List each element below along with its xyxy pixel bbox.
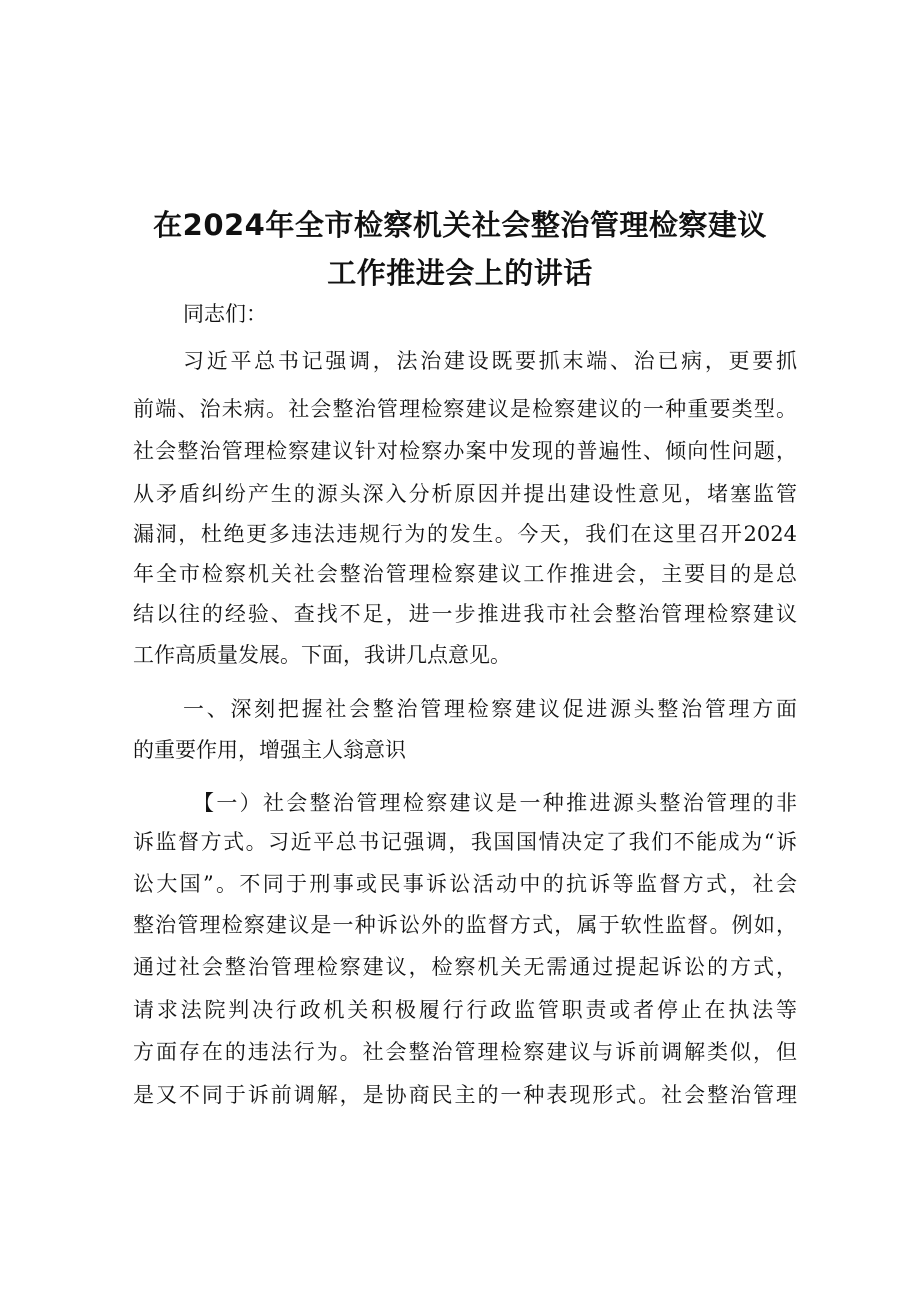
paragraph-line: 整治管理检察建议是一种诉讼外的监督方式，属于软性监督。例如，: [133, 913, 797, 937]
document-title-line-2: 工作推进会上的讲话: [327, 256, 593, 290]
paragraph-line: 习近平总书记强调，法治建设既要抓末端、治已病，更要抓: [183, 349, 797, 373]
paragraph-line: 是又不同于诉前调解，是协商民主的一种表现形式。社会整治管理: [133, 1083, 797, 1107]
document-title-line-1: 在2024年全市检察机关社会整治管理检察建议: [153, 208, 767, 242]
paragraph-line: 漏洞，杜绝更多违法违规行为的发生。今天，我们在这里召开2024: [133, 522, 797, 546]
section-heading-line: 一、深刻把握社会整治管理检察建议促进源头整治管理方面: [183, 697, 797, 721]
paragraph-line: 从矛盾纠纷产生的源头深入分析原因并提出建设性意见，堵塞监管: [133, 482, 797, 506]
paragraph-line: 方面存在的违法行为。社会整治管理检察建议与诉前调解类似，但: [133, 1040, 797, 1064]
greeting: 同志们：: [183, 302, 267, 326]
paragraph-line: 前端、治未病。社会整治管理检察建议是检察建议的一种重要类型。: [133, 397, 797, 421]
paragraph-line: 诉监督方式。习近平总书记强调，我国国情决定了我们不能成为“诉: [133, 830, 797, 854]
section-heading-line: 的重要作用，增强主人翁意识: [133, 738, 406, 762]
paragraph-line: 讼大国”。不同于刑事或民事诉讼活动中的抗诉等监督方式，社会: [133, 872, 797, 896]
paragraph-line: 年全市检察机关社会整治管理检察建议工作推进会，主要目的是总: [133, 562, 797, 586]
paragraph-line: 【一）社会整治管理检察建议是一种推进源头整治管理的非: [193, 791, 797, 815]
paragraph-line: 社会整治管理检察建议针对检察办案中发现的普遍性、倾向性问题，: [133, 439, 797, 463]
paragraph-line: 通过社会整治管理检察建议，检察机关无需通过提起诉讼的方式，: [133, 955, 797, 979]
paragraph-line: 请求法院判决行政机关积极履行行政监管职责或者停止在执法等: [133, 998, 797, 1022]
paragraph-line: 工作高质量发展。下面，我讲几点意见。: [133, 643, 511, 667]
paragraph-line: 结以往的经验、查找不足，进一步推进我市社会整治管理检察建议: [133, 602, 797, 626]
